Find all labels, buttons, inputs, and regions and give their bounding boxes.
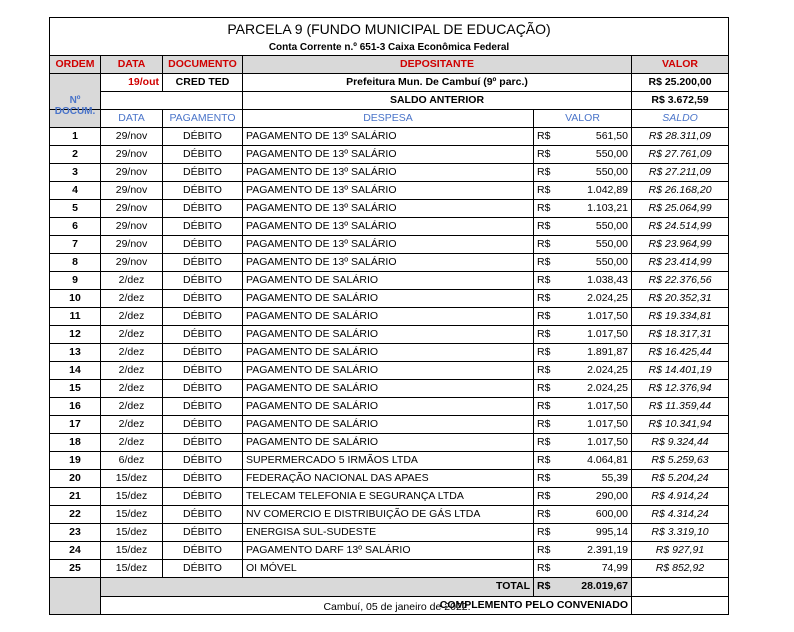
header-saldo: SALDO: [632, 110, 729, 128]
row-value: 1.017,50: [550, 398, 632, 416]
row-description: PAGAMENTO DE 13º SALÁRIO: [243, 254, 534, 272]
row-payment: DÉBITO: [163, 434, 243, 452]
credit-row: [50, 74, 729, 92]
row-balance: R$ 28.311,09: [632, 128, 729, 146]
row-description: PAGAMENTO DE SALÁRIO: [243, 290, 534, 308]
row-balance: R$ 4.314,24: [632, 506, 729, 524]
row-value: 1.017,50: [550, 434, 632, 452]
row-date: 2/dez: [101, 326, 163, 344]
table-row: [50, 254, 729, 272]
row-value: 1.038,43: [550, 272, 632, 290]
row-date: 6/dez: [101, 452, 163, 470]
row-balance: R$ 25.064,99: [632, 200, 729, 218]
header-nodoc: Nº DOCUM.: [54, 95, 96, 117]
row-value: 1.103,21: [550, 200, 632, 218]
header-despesa: DESPESA: [243, 110, 534, 128]
nodoc-cell: [50, 74, 101, 117]
row-currency: R$: [534, 254, 550, 272]
row-number: 15: [50, 380, 101, 398]
row-value: 550,00: [550, 254, 632, 272]
row-description: PAGAMENTO DE SALÁRIO: [243, 326, 534, 344]
row-payment: DÉBITO: [163, 542, 243, 560]
row-payment: DÉBITO: [163, 164, 243, 182]
row-number: 1: [50, 128, 101, 146]
row-payment: DÉBITO: [163, 380, 243, 398]
row-value: 1.891,87: [550, 344, 632, 362]
row-payment: DÉBITO: [163, 452, 243, 470]
row-payment: DÉBITO: [163, 470, 243, 488]
row-value: 1.017,50: [550, 308, 632, 326]
row-date: 15/dez: [101, 524, 163, 542]
row-balance: R$ 27.761,09: [632, 146, 729, 164]
row-description: PAGAMENTO DE SALÁRIO: [243, 434, 534, 452]
row-date: 29/nov: [101, 164, 163, 182]
row-number: 19: [50, 452, 101, 470]
row-balance: R$ 10.341,94: [632, 416, 729, 434]
row-description: PAGAMENTO DE SALÁRIO: [243, 344, 534, 362]
table-row: [50, 380, 729, 398]
row-date: 2/dez: [101, 362, 163, 380]
table-row: [50, 506, 729, 524]
table-row: [50, 326, 729, 344]
row-balance: R$ 3.319,10: [632, 524, 729, 542]
table-row: [50, 272, 729, 290]
row-description: PAGAMENTO DE SALÁRIO: [243, 272, 534, 290]
row-currency: R$: [534, 542, 550, 560]
row-balance: R$ 927,91: [632, 542, 729, 560]
row-date: 15/dez: [101, 542, 163, 560]
table-row: [50, 344, 729, 362]
row-value: 2.024,25: [550, 380, 632, 398]
row-number: 7: [50, 236, 101, 254]
row-description: NV COMERCIO E DISTRIBUIÇÃO DE GÁS LTDA: [243, 506, 534, 524]
row-number: 20: [50, 470, 101, 488]
header-ordem: ORDEM: [50, 56, 101, 74]
row-balance: R$ 852,92: [632, 560, 729, 578]
table-row: [50, 416, 729, 434]
row-balance: R$ 24.514,99: [632, 218, 729, 236]
row-balance: R$ 11.359,44: [632, 398, 729, 416]
row-description: PAGAMENTO DE 13º SALÁRIO: [243, 164, 534, 182]
row-payment: DÉBITO: [163, 560, 243, 578]
row-payment: DÉBITO: [163, 218, 243, 236]
row-value: 1.042,89: [550, 182, 632, 200]
blank-cell: [101, 92, 243, 110]
table-row: [50, 308, 729, 326]
header-debit-data: DATA: [101, 110, 163, 128]
ledger-sheet: [49, 17, 728, 615]
header-depositante: DEPOSITANTE: [243, 56, 632, 74]
row-number: 18: [50, 434, 101, 452]
table-row: [50, 560, 729, 578]
row-date: 2/dez: [101, 308, 163, 326]
row-description: PAGAMENTO DE 13º SALÁRIO: [243, 182, 534, 200]
row-number: 5: [50, 200, 101, 218]
row-payment: DÉBITO: [163, 488, 243, 506]
row-description: PAGAMENTO DE 13º SALÁRIO: [243, 236, 534, 254]
row-balance: R$ 27.211,09: [632, 164, 729, 182]
row-balance: R$ 16.425,44: [632, 344, 729, 362]
row-currency: R$: [534, 164, 550, 182]
row-number: 9: [50, 272, 101, 290]
row-currency: R$: [534, 146, 550, 164]
row-currency: R$: [534, 506, 550, 524]
row-number: 22: [50, 506, 101, 524]
row-balance: R$ 23.964,99: [632, 236, 729, 254]
row-description: PAGAMENTO DE SALÁRIO: [243, 398, 534, 416]
row-date: 2/dez: [101, 434, 163, 452]
row-description: PAGAMENTO DE SALÁRIO: [243, 308, 534, 326]
table-row: [50, 182, 729, 200]
row-payment: DÉBITO: [163, 128, 243, 146]
ledger-table: [49, 17, 729, 615]
row-value: 550,00: [550, 218, 632, 236]
total-value: 28.019,67: [550, 578, 632, 597]
row-value: 290,00: [550, 488, 632, 506]
row-balance: R$ 22.376,56: [632, 272, 729, 290]
row-balance: R$ 5.204,24: [632, 470, 729, 488]
row-value: 74,99: [550, 560, 632, 578]
table-row: [50, 218, 729, 236]
row-payment: DÉBITO: [163, 398, 243, 416]
row-payment: DÉBITO: [163, 524, 243, 542]
row-description: ENERGISA SUL-SUDESTE: [243, 524, 534, 542]
row-date: 2/dez: [101, 344, 163, 362]
row-number: 2: [50, 146, 101, 164]
table-row: [50, 434, 729, 452]
row-payment: DÉBITO: [163, 326, 243, 344]
table-row: [50, 290, 729, 308]
row-value: 550,00: [550, 146, 632, 164]
table-row: [50, 164, 729, 182]
row-number: 21: [50, 488, 101, 506]
row-currency: R$: [534, 326, 550, 344]
credit-header-row: [50, 56, 729, 74]
row-balance: R$ 26.168,20: [632, 182, 729, 200]
row-number: 3: [50, 164, 101, 182]
row-number: 13: [50, 344, 101, 362]
row-number: 23: [50, 524, 101, 542]
table-row: [50, 146, 729, 164]
row-currency: R$: [534, 344, 550, 362]
credit-value: R$ 25.200,00: [632, 74, 729, 92]
row-description: SUPERMERCADO 5 IRMÃOS LTDA: [243, 452, 534, 470]
row-date: 2/dez: [101, 272, 163, 290]
row-payment: DÉBITO: [163, 416, 243, 434]
header-debit-valor: VALOR: [534, 110, 632, 128]
row-currency: R$: [534, 200, 550, 218]
row-date: 2/dez: [101, 290, 163, 308]
row-number: 14: [50, 362, 101, 380]
row-date: 15/dez: [101, 506, 163, 524]
header-documento: DOCUMENTO: [163, 56, 243, 74]
row-currency: R$: [534, 236, 550, 254]
row-description: PAGAMENTO DE SALÁRIO: [243, 380, 534, 398]
row-balance: R$ 9.324,44: [632, 434, 729, 452]
row-date: 15/dez: [101, 488, 163, 506]
row-number: 11: [50, 308, 101, 326]
table-row: [50, 488, 729, 506]
header-data: DATA: [101, 56, 163, 74]
row-currency: R$: [534, 128, 550, 146]
row-date: 15/dez: [101, 470, 163, 488]
credit-date: 19/out: [101, 74, 163, 92]
row-value: 1.017,50: [550, 326, 632, 344]
row-currency: R$: [534, 218, 550, 236]
row-date: 15/dez: [101, 560, 163, 578]
blank-cell: [632, 578, 729, 597]
row-currency: R$: [534, 416, 550, 434]
row-value: 1.017,50: [550, 416, 632, 434]
row-balance: R$ 19.334,81: [632, 308, 729, 326]
row-payment: DÉBITO: [163, 362, 243, 380]
row-value: 550,00: [550, 236, 632, 254]
row-description: PAGAMENTO DE 13º SALÁRIO: [243, 218, 534, 236]
title-row: [50, 18, 729, 41]
row-balance: R$ 5.259,63: [632, 452, 729, 470]
row-currency: R$: [534, 272, 550, 290]
row-balance: R$ 18.317,31: [632, 326, 729, 344]
total-currency: R$: [534, 578, 550, 597]
row-date: 2/dez: [101, 416, 163, 434]
table-row: [50, 542, 729, 560]
row-value: 55,39: [550, 470, 632, 488]
row-number: 8: [50, 254, 101, 272]
row-value: 4.064,81: [550, 452, 632, 470]
row-number: 16: [50, 398, 101, 416]
row-currency: R$: [534, 524, 550, 542]
row-balance: R$ 23.414,99: [632, 254, 729, 272]
row-description: FEDERAÇÃO NACIONAL DAS APAES: [243, 470, 534, 488]
row-description: PAGAMENTO DE 13º SALÁRIO: [243, 146, 534, 164]
row-currency: R$: [534, 290, 550, 308]
credit-document: CRED TED: [163, 74, 243, 92]
row-payment: DÉBITO: [163, 182, 243, 200]
table-row: [50, 362, 729, 380]
table-row: [50, 398, 729, 416]
header-pagamento: PAGAMENTO: [163, 110, 243, 128]
row-number: 25: [50, 560, 101, 578]
row-value: 2.024,25: [550, 290, 632, 308]
row-date: 29/nov: [101, 182, 163, 200]
row-payment: DÉBITO: [163, 146, 243, 164]
row-date: 29/nov: [101, 146, 163, 164]
row-date: 29/nov: [101, 236, 163, 254]
debit-header-row: [50, 110, 729, 128]
saldo-anterior-label: SALDO ANTERIOR: [243, 92, 632, 110]
table-row: [50, 470, 729, 488]
row-currency: R$: [534, 398, 550, 416]
row-value: 995,14: [550, 524, 632, 542]
saldo-anterior-value: R$ 3.672,59: [632, 92, 729, 110]
row-description: PAGAMENTO DARF 13º SALÁRIO: [243, 542, 534, 560]
row-description: PAGAMENTO DE 13º SALÁRIO: [243, 200, 534, 218]
row-date: 2/dez: [101, 380, 163, 398]
saldo-anterior-row: [50, 92, 729, 110]
row-description: PAGAMENTO DE 13º SALÁRIO: [243, 128, 534, 146]
page-title: PARCELA 9 (FUNDO MUNICIPAL DE EDUCAÇÃO): [50, 18, 729, 41]
row-payment: DÉBITO: [163, 344, 243, 362]
row-number: 17: [50, 416, 101, 434]
row-description: OI MÓVEL: [243, 560, 534, 578]
row-currency: R$: [534, 362, 550, 380]
row-payment: DÉBITO: [163, 308, 243, 326]
total-label: TOTAL: [101, 578, 534, 597]
header-valor: VALOR: [632, 56, 729, 74]
row-currency: R$: [534, 470, 550, 488]
row-payment: DÉBITO: [163, 290, 243, 308]
total-row: [50, 578, 729, 597]
row-number: 6: [50, 218, 101, 236]
row-currency: R$: [534, 488, 550, 506]
row-balance: R$ 20.352,31: [632, 290, 729, 308]
table-row: [50, 200, 729, 218]
row-payment: DÉBITO: [163, 200, 243, 218]
complemento-label: COMPLEMENTO PELO CONVENIADO: [101, 596, 632, 615]
row-value: 2.024,25: [550, 362, 632, 380]
table-row: [50, 236, 729, 254]
account-subtitle: Conta Corrente n.º 651-3 Caixa Econômica Federal: [50, 40, 729, 56]
row-currency: R$: [534, 434, 550, 452]
table-row: [50, 524, 729, 542]
row-number: 4: [50, 182, 101, 200]
row-payment: DÉBITO: [163, 254, 243, 272]
row-currency: R$: [534, 182, 550, 200]
row-date: 29/nov: [101, 218, 163, 236]
row-description: PAGAMENTO DE SALÁRIO: [243, 416, 534, 434]
row-number: 12: [50, 326, 101, 344]
footer-date: Cambuí, 05 de janeiro de 2022.: [323, 601, 471, 613]
row-currency: R$: [534, 380, 550, 398]
row-currency: R$: [534, 560, 550, 578]
row-payment: DÉBITO: [163, 236, 243, 254]
row-value: 550,00: [550, 164, 632, 182]
table-row: [50, 128, 729, 146]
row-balance: R$ 4.914,24: [632, 488, 729, 506]
row-description: PAGAMENTO DE SALÁRIO: [243, 362, 534, 380]
row-payment: DÉBITO: [163, 272, 243, 290]
row-date: 2/dez: [101, 398, 163, 416]
subtitle-row: [50, 40, 729, 56]
row-currency: R$: [534, 308, 550, 326]
table-row: [50, 452, 729, 470]
row-number: 10: [50, 290, 101, 308]
row-currency: R$: [534, 452, 550, 470]
row-date: 29/nov: [101, 254, 163, 272]
row-payment: DÉBITO: [163, 506, 243, 524]
row-value: 2.391,19: [550, 542, 632, 560]
row-date: 29/nov: [101, 200, 163, 218]
credit-depositor: Prefeitura Mun. De Cambuí (9º parc.): [243, 74, 632, 92]
row-number: 24: [50, 542, 101, 560]
row-balance: R$ 12.376,94: [632, 380, 729, 398]
row-description: TELECAM TELEFONIA E SEGURANÇA LTDA: [243, 488, 534, 506]
row-value: 561,50: [550, 128, 632, 146]
row-value: 600,00: [550, 506, 632, 524]
row-date: 29/nov: [101, 128, 163, 146]
row-balance: R$ 14.401,19: [632, 362, 729, 380]
